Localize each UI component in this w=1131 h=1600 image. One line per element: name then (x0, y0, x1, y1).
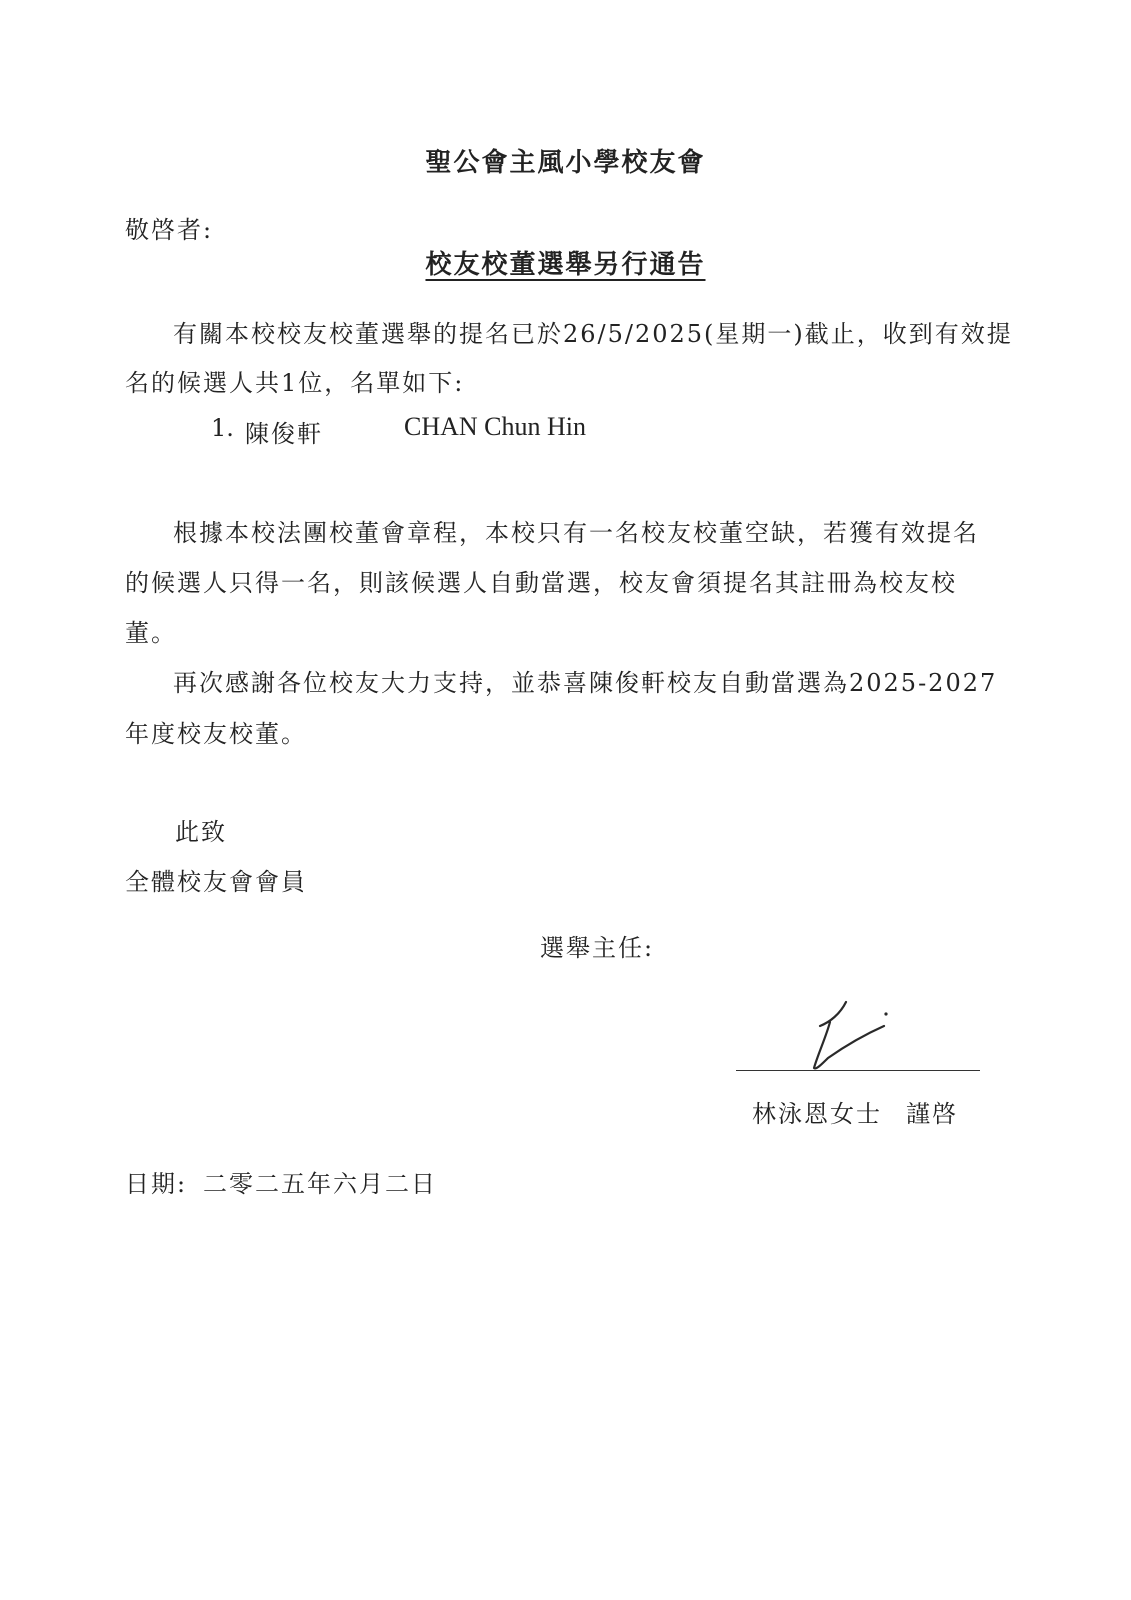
closing-phrase: 此致 (175, 818, 227, 846)
notice-title: 校友校董選舉另行通告 (425, 250, 706, 280)
paragraph-2-line-1: 根據本校法團校董會章程，本校只有一名校友校董空缺，若獲有效提名 (173, 519, 979, 547)
signer-name: 林泳恩女士 (752, 1100, 882, 1128)
date-label: 日期: (125, 1170, 188, 1198)
paragraph-3-line-1: 再次感謝各位校友大力支持，並恭喜陳俊軒校友自動當選為2025-2027 (173, 669, 998, 697)
paragraph-1-line-2: 名的候選人共1位，名單如下: (125, 369, 465, 397)
paragraph-2-line-2: 的候選人只得一名，則該候選人自動當選，校友會須提名其註冊為校友校 (125, 569, 957, 597)
signer-role: 選舉主任: (540, 934, 655, 962)
candidate-name-english: CHAN Chun Hin (404, 412, 587, 441)
paragraph-1-line-1: 有關本校校友校董選舉的提名已於26/5/2025(星期一)截止，收到有效提 (173, 320, 1013, 348)
signature-line (736, 1070, 980, 1071)
paragraph-3-line-2: 年度校友校董。 (125, 720, 307, 748)
paragraph-2-line-3: 董。 (125, 619, 177, 647)
candidate-number: 1. (211, 414, 234, 442)
signer-closing: 謹啓 (906, 1100, 958, 1128)
salutation: 敬啓者: (125, 216, 214, 244)
date-value: 二零二五年六月二日 (203, 1170, 437, 1198)
recipient: 全體校友會會員 (125, 868, 307, 896)
candidate-name-chinese: 陳俊軒 (245, 420, 323, 448)
handwritten-signature (800, 992, 900, 1076)
organization-title: 聖公會主風小學校友會 (425, 148, 706, 178)
